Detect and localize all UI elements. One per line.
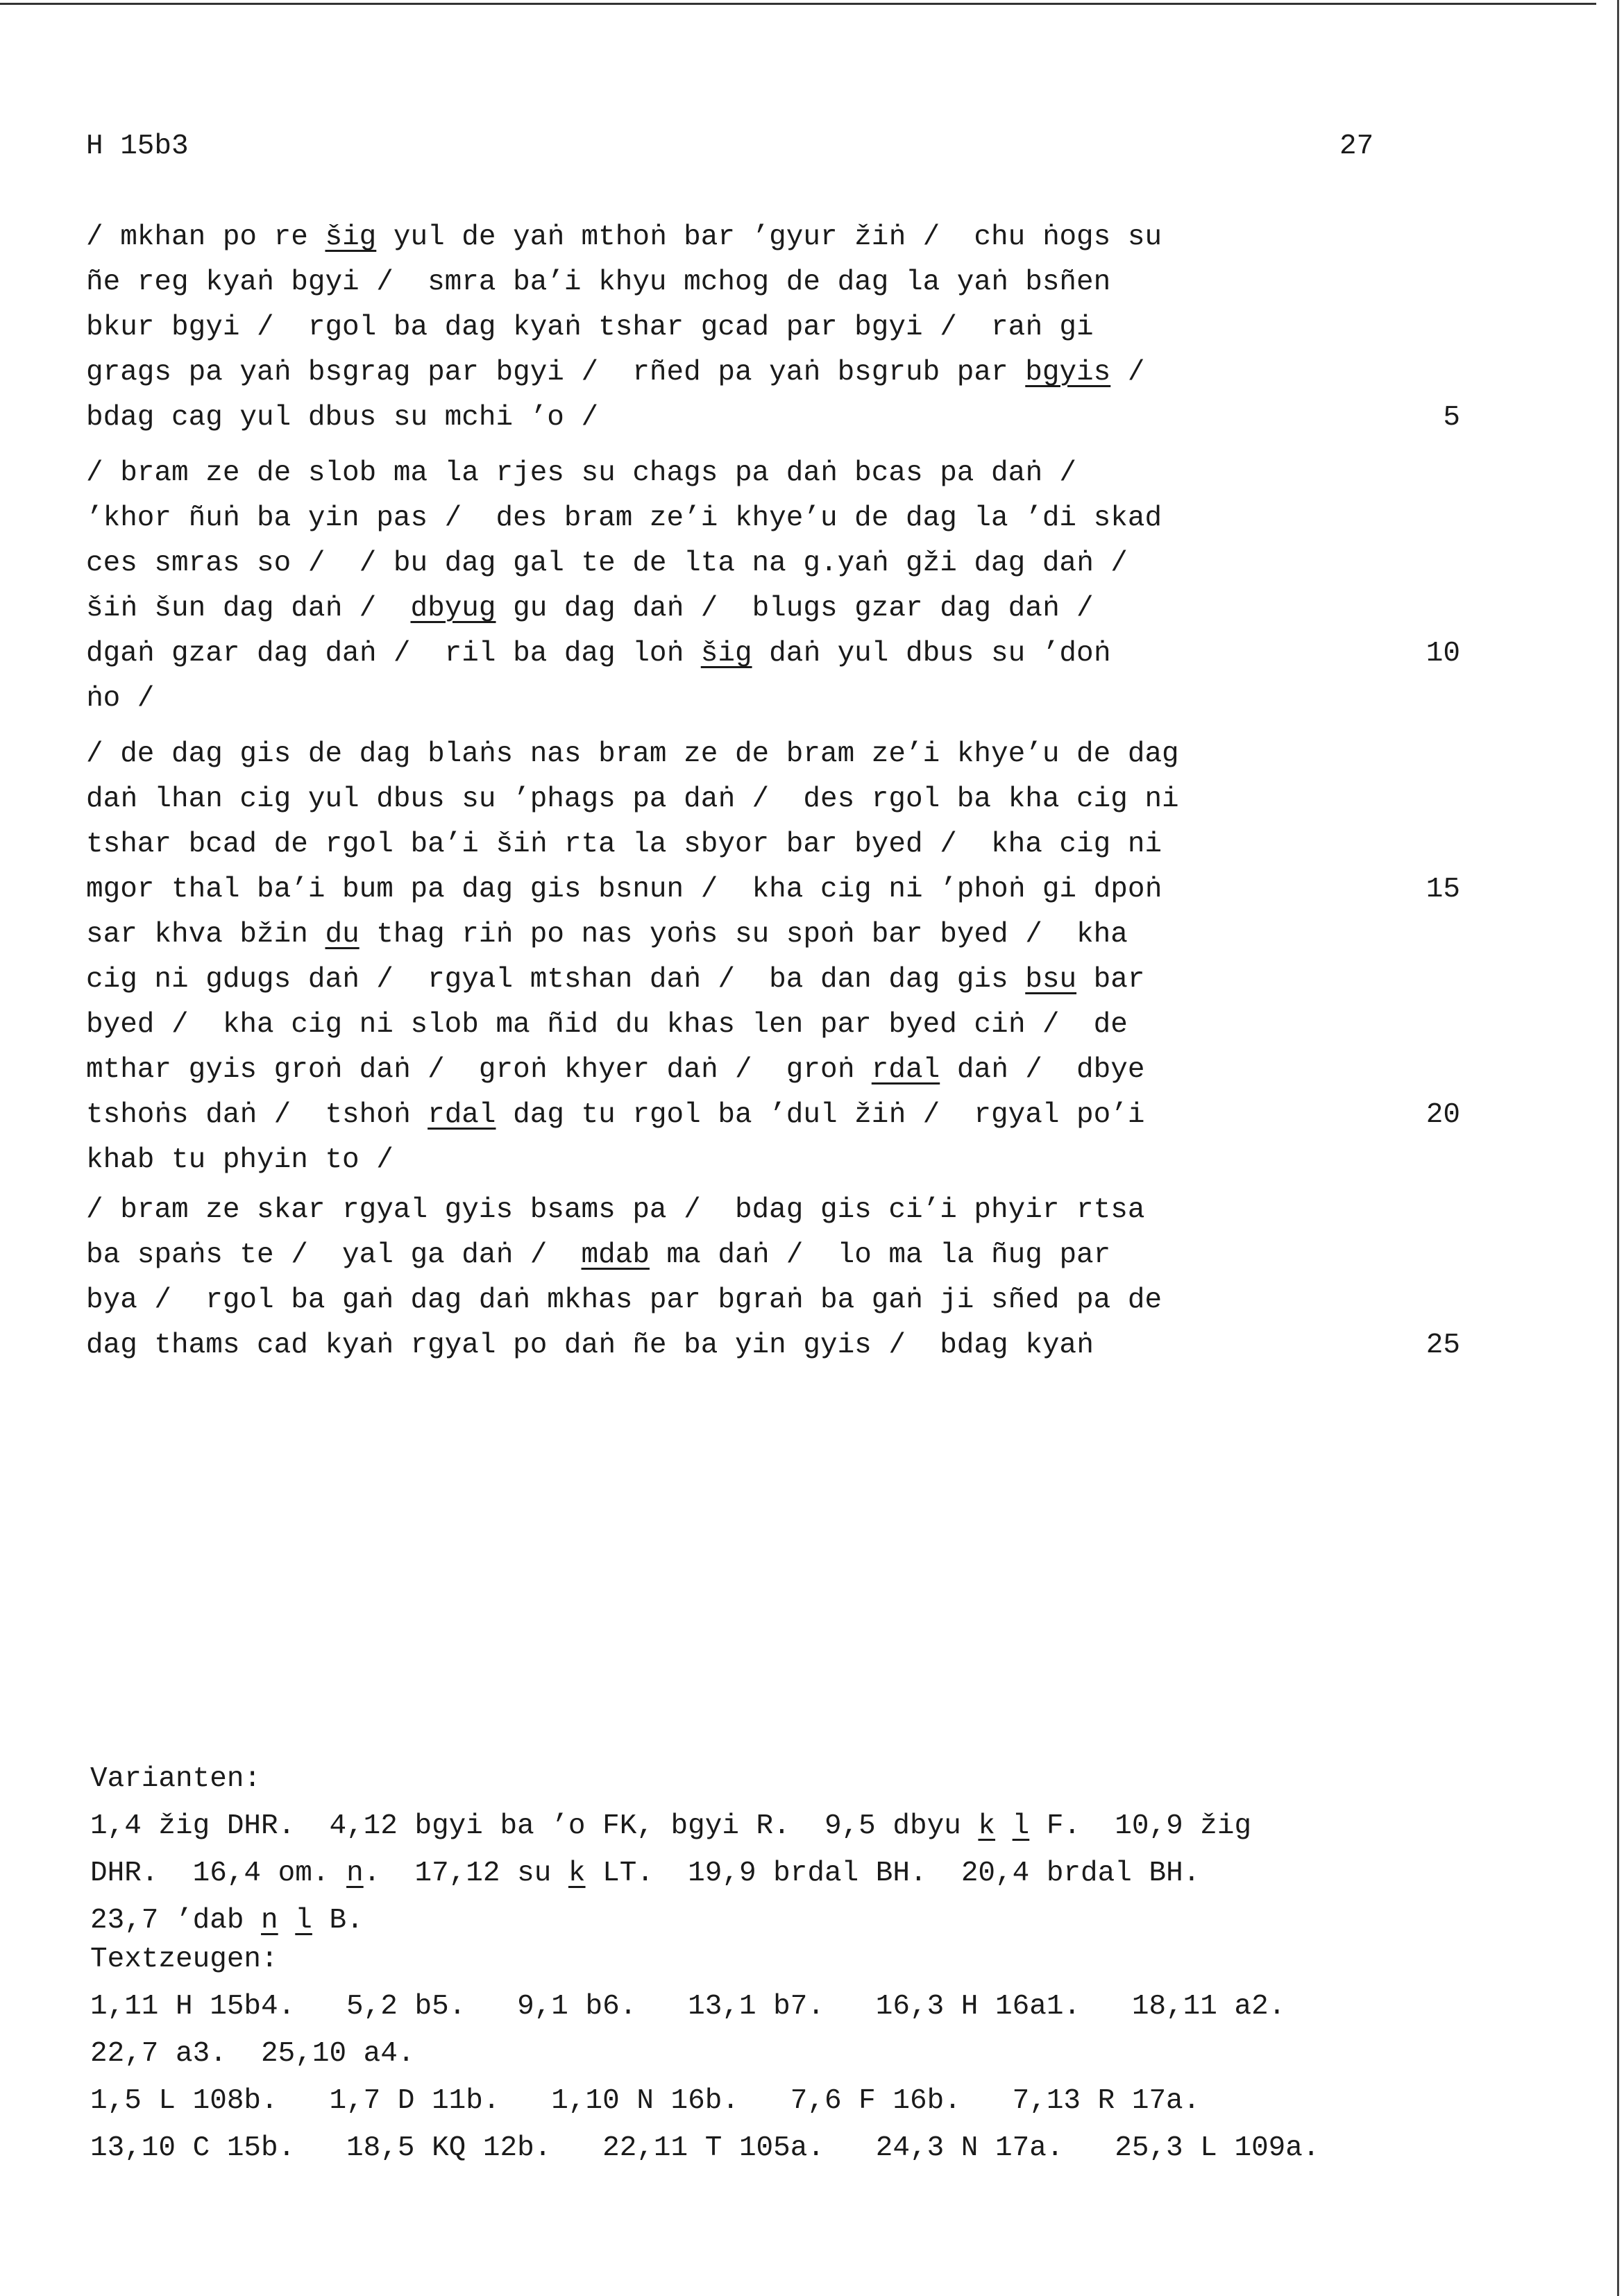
variant-line (90, 1850, 1251, 1897)
text-line (86, 1138, 1179, 1183)
line-number: 15 (1426, 874, 1460, 905)
underlined-word: bsu (1025, 964, 1077, 996)
witness-line: 1,11 H 15b4. 5,2 b5. 9,1 b6. 13,1 b7. 16,3 H 16a1. 18,11 a2. (90, 1991, 1286, 2023)
line-number: 20 (1426, 1099, 1460, 1131)
text-run: / bram ze skar rgyal gyis bsams pa / bdag gis ci’i phyir rtsa (86, 1194, 1145, 1226)
text-run: bar (1076, 964, 1145, 996)
text-run: mgor thal ba’i bum pa dag gis bsnun / kha cig ni ’phoṅ gi dpoṅ (86, 874, 1162, 905)
text-line (86, 1048, 1179, 1093)
text-run: mthar gyis groṅ daṅ / groṅ khyer daṅ / groṅ (86, 1054, 872, 1086)
text-run: F. 10,9 žig (1029, 1810, 1252, 1842)
line-number: 10 (1426, 638, 1460, 670)
text-line (86, 215, 1162, 260)
text-run: LT. 19,9 brdal BH. 20,4 brdal BH. (585, 1857, 1201, 1889)
underlined-word: n (261, 1905, 278, 1937)
text-run: / (1110, 357, 1145, 389)
text-line (86, 496, 1162, 541)
text-line (86, 541, 1162, 586)
text-line (86, 586, 1162, 631)
line-number: 25 (1426, 1329, 1460, 1361)
text-line (86, 631, 1460, 677)
text-run: daṅ yul dbus su ’doṅ (752, 638, 1111, 670)
folio-reference: H 15b3 (86, 130, 189, 162)
text-line (86, 396, 1460, 441)
scan-border-right (1617, 0, 1619, 2296)
underlined-word: l (295, 1905, 312, 1937)
text-run: bkur bgyi / rgol ba dag kyaṅ tshar gcad par bgyi / raṅ gi (86, 312, 1094, 343)
underlined-word: dbyug (410, 593, 496, 624)
text-run: ba spaṅs te / yal ga daṅ / (86, 1239, 582, 1271)
text-run (995, 1810, 1013, 1842)
text-line (86, 1323, 1460, 1368)
text-run: . 17,12 su (363, 1857, 568, 1889)
underlined-word: l (1012, 1810, 1030, 1842)
text-run: dgaṅ gzar dag daṅ / ril ba dag loṅ (86, 638, 701, 670)
paragraph (86, 451, 1460, 722)
underlined-word: šig (325, 221, 377, 253)
text-line (86, 350, 1162, 396)
text-run: dag thams cad kyaṅ rgyal po daṅ ñe ba yin gyis / bdag kyaṅ (86, 1329, 1094, 1361)
witness-line: 22,7 a3. 25,10 a4. (90, 2038, 415, 2070)
text-run: gu dag daṅ / blugs gzar dag daṅ / (496, 593, 1094, 624)
page-number: 27 (1339, 130, 1374, 162)
text-line (86, 732, 1179, 777)
text-run: thag riṅ po nas yoṅs su spoṅ bar byed / kha (359, 919, 1128, 951)
text-run: yul de yaṅ mthoṅ bar ’gyur žiṅ / chu ṅogs su (376, 221, 1162, 253)
text-run: DHR. 16,4 om. (90, 1857, 347, 1889)
variants-apparatus (90, 1755, 1251, 1944)
text-run: ces smras so / / bu dag gal te de lta na g.yaṅ gži dag daṅ / (86, 547, 1128, 579)
text-run: dag tu rgol ba ’dul žiṅ / rgyal po’i (496, 1099, 1145, 1131)
text-run: ma daṅ / lo ma la ñug par (649, 1239, 1111, 1271)
text-line (86, 958, 1179, 1003)
text-run: sar khva bžin (86, 919, 325, 951)
text-line (86, 912, 1179, 958)
text-run: / de dag gis de dag blaṅs nas bram ze de bram ze’i khye’u de dag (86, 738, 1179, 770)
text-line (86, 1093, 1460, 1138)
underlined-word: mdab (581, 1239, 650, 1271)
text-run: ’khor ñuṅ ba yin pas / des bram ze’i khye’u de dag la ’di skad (86, 502, 1162, 534)
witness-line: 13,10 C 15b. 18,5 KQ 12b. 22,11 T 105a. 24,3 N 17a. 25,3 L 109a. (90, 2132, 1320, 2164)
text-line (86, 777, 1179, 822)
text-run: ṅo / (86, 683, 155, 715)
text-line (86, 1003, 1179, 1048)
paragraph (86, 1188, 1460, 1368)
text-line (86, 1278, 1162, 1323)
witnesses-apparatus (90, 1936, 1320, 2172)
text-run: tshoṅs daṅ / tshoṅ (86, 1099, 428, 1131)
text-line (86, 1233, 1162, 1278)
text-line (86, 305, 1162, 350)
text-line (86, 260, 1162, 305)
witness-line: 1,5 L 108b. 1,7 D 11b. 1,10 N 16b. 7,6 F 16b. 7,13 R 17a. (90, 2085, 1201, 2117)
text-run: tshar bcad de rgol ba’i šiṅ rta la sbyor bar byed / kha cig ni (86, 828, 1162, 860)
text-run: bdag cag yul dbus su mchi ’o / (86, 402, 599, 434)
paragraph (86, 215, 1460, 441)
text-run: 23,7 ’dab (90, 1905, 262, 1937)
text-line (86, 451, 1162, 496)
underlined-word: rdal (871, 1054, 940, 1086)
text-run: B. (312, 1905, 364, 1937)
underlined-word: bgyis (1025, 357, 1111, 389)
text-run: daṅ lhan cig yul dbus su ’phags pa daṅ / des rgol ba kha cig ni (86, 783, 1179, 815)
underlined-word: šig (700, 638, 752, 670)
text-line (86, 822, 1179, 867)
text-run: / bram ze de slob ma la rjes su chags pa daṅ bcas pa daṅ / (86, 457, 1077, 489)
text-line (86, 1188, 1162, 1233)
variant-line (90, 1803, 1251, 1850)
text-run: cig ni gdugs daṅ / rgyal mtshan daṅ / ba dan dag gis (86, 964, 1026, 996)
witnesses-heading: Textzeugen: (90, 1944, 278, 1975)
underlined-word: k (568, 1857, 586, 1889)
text-run: khab tu phyin to / (86, 1144, 394, 1176)
scan-border-top (0, 3, 1596, 5)
line-number: 5 (1443, 402, 1460, 434)
text-run: ñe reg kyaṅ bgyi / smra ba’i khyu mchog de dag la yaṅ bsñen (86, 266, 1111, 298)
text-line (86, 867, 1460, 912)
underlined-word: n (346, 1857, 364, 1889)
text-run: 1,4 žig DHR. 4,12 bgyi ba ’o FK, bgyi R. 9,5 dbyu (90, 1810, 979, 1842)
text-run: / mkhan po re (86, 221, 325, 253)
text-run: grags pa yaṅ bsgrag par bgyi / rñed pa yaṅ bsgrub par (86, 357, 1026, 389)
variants-heading: Varianten: (90, 1763, 262, 1795)
paragraph (86, 732, 1460, 1183)
underlined-word: du (325, 919, 360, 951)
text-run: byed / kha cig ni slob ma ñid du khas len par byed ciṅ / de (86, 1009, 1128, 1041)
text-line (86, 677, 1162, 722)
underlined-word: k (978, 1810, 996, 1842)
text-run: bya / rgol ba gaṅ dag daṅ mkhas par bgraṅ ba gaṅ ji sñed pa de (86, 1284, 1162, 1316)
text-run (278, 1905, 296, 1937)
text-run: šiṅ šun dag daṅ / (86, 593, 411, 624)
text-run: daṅ / dbye (940, 1054, 1145, 1086)
underlined-word: rdal (428, 1099, 496, 1131)
